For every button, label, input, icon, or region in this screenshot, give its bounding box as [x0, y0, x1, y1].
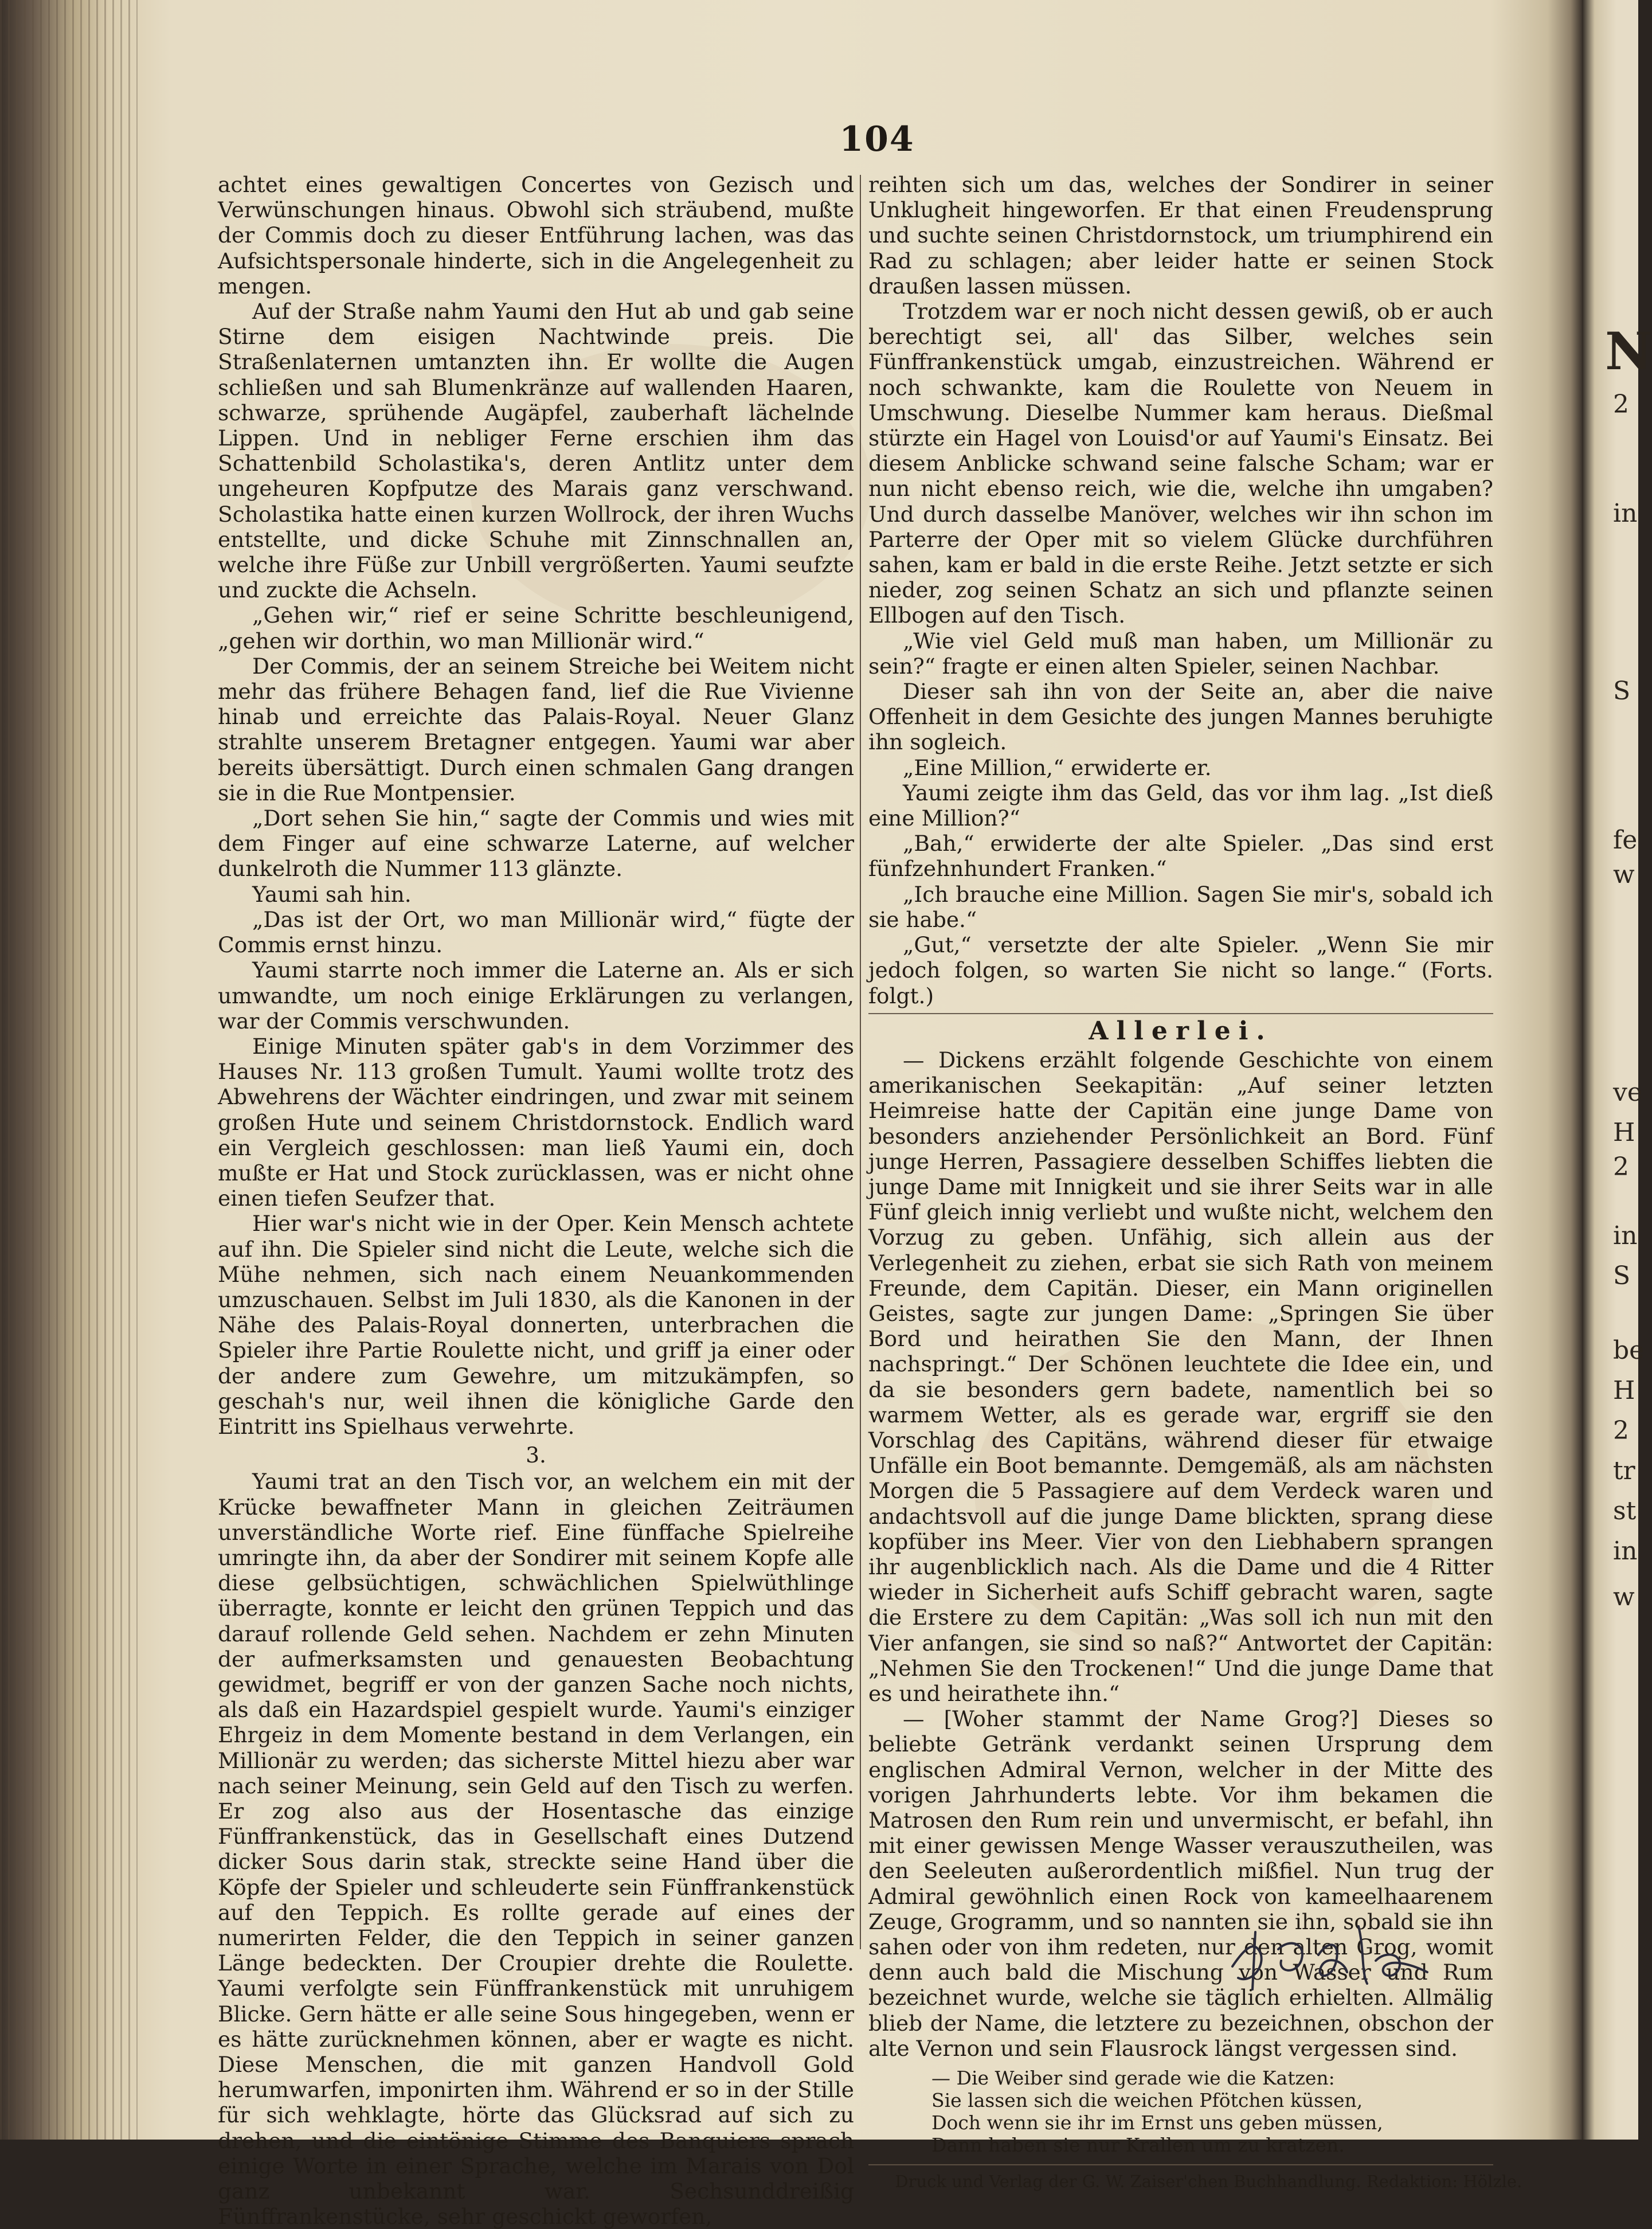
section-title: Allerlei.	[868, 1013, 1493, 1044]
paragraph: Hier war's nicht wie in der Oper. Kein Mensch achtete auf ihn. Die Spieler sind nicht die Leute, welche sich die Mühe nehmen, sich nach einem Neuankommenden umzuschauen. Selbst im Juli 1830, als die Kanonen in der Nähe des Palais-Royal donnerten, unterbrachen die Spieler ihre Partie Roulette nicht, und griff ja einer oder der andere zum Gewehre, um mitzukämpfen, so geschah's nur, weil ihnen die königliche Garde den Eintritt ins Spielhaus verwehrte.	[218, 1211, 854, 1439]
imprint: Druck und Verlag der G. W. Zaiser'chen Buchhandlung. Redaktion: Hölzle.	[895, 2172, 1522, 2192]
paragraph: Yaumi zeigte ihm das Geld, das vor ihm lag. „Ist dieß eine Million?“	[868, 780, 1493, 831]
adjacent-page-text: N	[1605, 321, 1652, 382]
paragraph: — [Woher stammt der Name Grog?] Dieses so beliebte Getränk verdankt seinen Ursprung dem englischen Admiral Vernon, welcher in der Mitte des vorigen Jahrhunderts lebte. Vor ihm bekamen die Matrosen den Rum rein und unvermischt, er befahl, ihn mit einer gewissen Menge Wasser verauszutheilen, was den Seeleuten außerordentlich mißfiel. Nun trug der Admiral gewöhnlich einen Rock von kameelhaarenem Zeuge, Grogramm, und so nannten sie ihn, sobald sie ihn sahen oder von ihm redeten, nur den alten Grog, womit denn auch bald die Mischung von Wasser und Rum bezeichnet wurde, welche sie täglich erhielten. Allmälig blieb der Name, die letztere zu bezeichnen, obschon der alte Vernon und sein Flausrock längst vergessen sind.	[868, 1706, 1493, 2061]
adjacent-page-text: be	[1613, 1336, 1645, 1365]
adjacent-page-text: H	[1613, 1118, 1635, 1147]
paragraph: „Bah,“ erwiderte der alte Spieler. „Das sind erst fünfzehnhundert Franken.“	[868, 831, 1493, 882]
imprint-rule	[868, 2164, 1493, 2165]
poem	[931, 2067, 1493, 2156]
paragraph: „Ich brauche eine Million. Sagen Sie mir's, sobald ich sie habe.“	[868, 881, 1493, 932]
paragraph: „Wie viel Geld muß man haben, um Millionär zu sein?“ fragte er einen alten Spieler, seinen Nachbar.	[868, 628, 1493, 679]
adjacent-page-fragment	[1582, 0, 1652, 2140]
poem-line: Dann haben sie nur Krallen um zu kratzen.	[931, 2134, 1345, 2157]
paragraph: reihten sich um das, welches der Sondirer in seiner Unklugheit hingeworfen. Er that einen Freudensprung und suchte seinen Christdornstock, um triumphirend ein Rad zu schlagen; aber leider hatte er seinen Stock draußen lassen müssen.	[868, 172, 1493, 299]
adjacent-page-text: S	[1613, 1261, 1631, 1291]
paragraph: Auf der Straße nahm Yaumi den Hut ab und gab seine Stirne dem eisigen Nachtwinde preis. Die Straßenlaternen umtanzten ihn. Er wollte die Augen schließen und sah Blumenkränze auf wallenden Haaren, schwarze, sprühende Augäpfel, zauberhaft lächelnde Lippen. Und in nebliger Ferne erschien ihm das Schattenbild Scholastika's, deren Antlitz unter dem ungeheuren Kopfputze des Marais ganz verschwand. Scholastika hatte einen kurzen Wollrock, der ihren Wuchs entstellte, und dicke Schuhe mit Zinnschnallen an, welche ihre Füße zur Unbill vergrößerten. Yaumi seufzte und zuckte die Achseln.	[218, 299, 854, 603]
poem-line: Sie lassen sich die weichen Pfötchen küssen,	[931, 2089, 1363, 2112]
paragraph: achtet eines gewaltigen Concertes von Gezisch und Verwünschungen hinaus. Obwohl sich sträubend, mußte der Commis doch zu dieser Entführung lachen, was das Aufsichtspersonale hinderte, sich in die Angelegenheit zu mengen.	[218, 172, 854, 299]
adjacent-page-text: fe	[1613, 826, 1638, 855]
paragraph: Dieser sah ihn von der Seite an, aber die naive Offenheit in dem Gesichte des jungen Mannes beruhigte ihn sogleich.	[868, 679, 1493, 755]
paragraph: „Dort sehen Sie hin,“ sagte der Commis und wies mit dem Finger auf eine schwarze Laterne, auf welcher dunkelroth die Nummer 113 glänzte.	[218, 805, 854, 882]
adjacent-page-text: in	[1613, 1221, 1638, 1250]
section-number: 3.	[526, 1442, 546, 1468]
paragraph: „Das ist der Ort, wo man Millionär wird,“ fügte der Commis ernst hinzu.	[218, 906, 854, 958]
paragraph: Einige Minuten später gab's in dem Vorzimmer des Hauses Nr. 113 großen Tumult. Yaumi wollte trotz des Abwehrens der Wächter eindringen, und zwar mit seinem großen Hute und seinem Christdornstock. Endlich ward ein Vergleich geschlossen: man ließ Yaumi ein, doch mußte er Hat und Stock zurücklassen, was er nicht ohne einen tiefen Seufzer that.	[218, 1033, 854, 1211]
adjacent-page-text: in	[1613, 1536, 1638, 1566]
paragraph: „Gut,“ versetzte der alte Spieler. „Wenn Sie mir jedoch folgen, so warten Sie nicht so lange.“ (Forts. folgt.)	[868, 932, 1493, 1008]
paragraph: Yaumi starrte noch immer die Laterne an. Als er sich umwandte, um noch einige Erklärungen zu verlangen, war der Commis verschwunden.	[218, 957, 854, 1034]
adjacent-page-text: H	[1613, 1376, 1635, 1405]
column-divider	[860, 175, 861, 1949]
adjacent-page-text: ve	[1613, 1078, 1642, 1107]
adjacent-page-text: st	[1613, 1496, 1637, 1526]
handwritten-signature	[1221, 1915, 1439, 2001]
paragraph: Yaumi trat an den Tisch vor, an welchem ein mit der Krücke bewaffneter Mann in gleichen Zeiträumen unverständliche Worte rief. Eine fünffache Spielreihe umringte ihn, da aber der Sondirer mit seinem Kopfe alle diese gelbsüchtigen, schwächlichen Spielwüthlinge überragte, konnte er leicht den grünen Teppich und das darauf rollende Geld sehen. Nachdem er zehn Minuten der aufmerksamsten und genauesten Beobachtung gewidmet, begriff er von der ganzen Sache noch nichts, als daß ein Hazardspiel gespielt wurde. Yaumi's einziger Ehrgeiz in dem Momente bestand in dem Verlangen, ein Millionär zu werden; das sicherste Mittel hiezu aber war nach seiner Meinung, sein Geld auf den Tisch zu werfen. Er zog also aus der Hosentasche das einzige Fünffrankenstück, das in Gesellschaft eines Dutzend dicker Sous darin stak, streckte seine Hand über die Köpfe der Spieler und schleuderte sein Fünffrankenstück auf den Teppich. Es rollte gerade auf eines der numerirten Felder, die den Teppich in seiner ganzen Länge bedeckten. Der Croupier drehte die Roulette. Yaumi verfolgte sein Fünffrankenstück mit unruhigem Blicke. Gern hätte er alle seine Sous hingegeben, wenn er es hätte zurücknehmen können, aber er wagte es nicht. Diese Menschen, die mit ganzen Handvoll Gold herumwarfen, imponirten ihm. Während er so in der Stille für sich wehklagte, hörte das Glücksrad auf sich zu drehen, und die eintönige Stimme des Banquiers sprach einige Worte in einer Sprache, welche im Marais von Dol ganz unbekannt war. Sechsunddreißig Fünffrankenstücke, sehr geschickt geworfen,	[218, 1469, 854, 2229]
adjacent-page-text: 2	[1613, 390, 1629, 419]
left-column	[218, 172, 854, 2229]
paragraph: Trotzdem war er noch nicht dessen gewiß, ob er auch berechtigt sei, all' das Silber, welches sein Fünffrankenstück umgab, einzustreichen. Während er noch schwankte, kam die Roulette von Neuem in Umschwung. Dieselbe Nummer kam heraus. Dießmal stürzte ein Hagel von Louisd'or auf Yaumi's Einsatz. Bei diesem Anblicke schwand seine falsche Scham; war er nun nicht ebenso reich, wie die, welche ihn umgaben? Und durch dasselbe Manöver, welches wir ihn schon im Parterre der Oper mit so vielem Glücke durchführen sahen, kam er bald in die erste Reihe. Jetzt setzte er sich nieder, zog seinen Schatz an sich und pflanzte seinen Ellbogen auf den Tisch.	[868, 299, 1493, 628]
poem-line: — Die Weiber sind gerade wie die Katzen:	[931, 2067, 1335, 2090]
paragraph: „Eine Million,“ erwiderte er.	[903, 754, 1212, 780]
page-number: 104	[839, 119, 915, 159]
poem-line: Doch wenn sie ihr im Ernst uns geben müssen,	[931, 2111, 1383, 2134]
adjacent-page-text: tr	[1613, 1456, 1635, 1485]
adjacent-page-text: w	[1613, 860, 1635, 889]
right-column	[868, 172, 1522, 2194]
paragraph: Yaumi sah hin.	[252, 881, 412, 907]
paragraph: — Dickens erzählt folgende Geschichte von einem amerikanischen Seekapitän: „Auf seiner letzten Heimreise hatte der Capitän eine junge Dame von besonders anziehender Persönlichkeit an Bord. Fünf junge Herren, Passagiere desselben Schiffes liebten die junge Dame mit Innigkeit und sie ihrer Seits war in alle Fünf gleich innig verliebt und wußte nicht, welchem den Vorzug zu geben. Unfähig, sich allein aus der Verlegenheit zu ziehen, erbat sie sich Rath von meinem Freunde, dem Capitän. Dieser, ein Mann originellen Geistes, sagte zur jungen Dame: „Springen Sie über Bord und heirathen Sie den Mann, der Ihnen nachspringt.“ Der Schönen leuchtete die Idee ein, und da sie besonders gern badete, namentlich bei so warmem Wetter, als es gerade war, ergriff sie den Vorschlag des Capitäns, während dieser für etwaige Unfälle ein Boot bemannte. Demgemäß, als am nächsten Morgen die 5 Passagiere auf dem Verdeck waren und andachtsvoll auf die junge Dame blickten, sprang diese kopfüber ins Meer. Vier von den Liebhabern sprangen ihr augenblicklich nach. Als die Dame und die 4 Ritter wieder in Sicherheit aufs Schiff gebracht waren, sagte die Erstere zu dem Capitän: „Was soll ich nun mit den Vier anfangen, sie sind so naß?“ Antwortet der Capitän: „Nehmen Sie den Trockenen!“ Und die junge Dame that es und heirathete ihn.“	[868, 1047, 1493, 1706]
adjacent-page-text: 2	[1613, 1152, 1629, 1182]
adjacent-page-text: S	[1613, 676, 1631, 706]
adjacent-page-text: 2	[1613, 1416, 1629, 1445]
adjacent-page-text: in	[1613, 499, 1638, 528]
page-edges-left	[0, 0, 138, 2140]
paragraph: „Gehen wir,“ rief er seine Schritte beschleunigend, „gehen wir dorthin, wo man Millionär wird.“	[218, 603, 854, 654]
adjacent-page-text: w	[1613, 1582, 1635, 1612]
paragraph: Der Commis, der an seinem Streiche bei Weitem nicht mehr das frühere Behagen fand, lief die Rue Vivienne hinab und erreichte das Palais-Royal. Neuer Glanz strahlte unserem Bretagner entgegen. Yaumi war aber bereits übersättigt. Durch einen schmalen Gang drangen sie in die Rue Montpensier.	[218, 653, 854, 805]
